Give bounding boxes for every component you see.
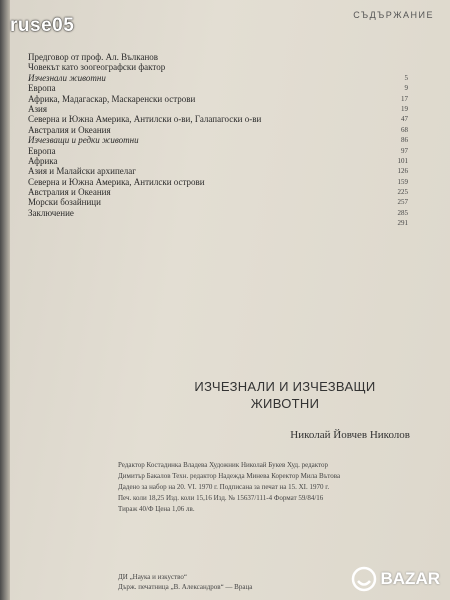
toc-title: Заключение	[28, 207, 74, 218]
toc-title: Морски бозайници	[28, 197, 101, 208]
toc-row	[28, 135, 408, 145]
imprint-line: Димитър Бакалов Техн. редактор Надежда Минева Коректор Мила Вътова	[118, 472, 341, 480]
toc-title: Изчезнали животни	[28, 72, 106, 83]
seller-brand	[10, 12, 74, 40]
brand-label: ruse05	[10, 15, 75, 36]
toc-title: Австралия и Океания	[28, 124, 111, 135]
toc-title: Азия и Малайски архипелаг	[28, 166, 136, 177]
book-title-line2: ЖИВОТНИ	[250, 396, 320, 411]
book-title	[150, 378, 420, 412]
toc-row	[28, 62, 408, 72]
toc-row	[28, 146, 408, 156]
toc-title: Австралия и Океания	[28, 187, 111, 198]
toc-title: Африка	[28, 155, 58, 166]
toc-row	[28, 177, 408, 187]
toc-row	[28, 104, 408, 114]
page-header: СЪДЪРЖАНИЕ	[353, 10, 434, 20]
toc-title: Северна и Южна Америка, Антилски острови	[28, 176, 205, 187]
toc-page-number: 285	[397, 208, 408, 217]
toc-row	[28, 125, 408, 135]
toc-page-number: 126	[397, 167, 408, 176]
toc-title: Предговор от проф. Ал. Вълканов	[28, 52, 159, 62]
toc-title: Северна и Южна Америка, Антилски о-ви, Галапагоски о-ви	[28, 114, 262, 125]
toc-page-number: 5	[404, 73, 408, 82]
toc-title: Европа	[28, 83, 56, 94]
table-of-contents	[28, 52, 408, 229]
toc-page-number: 17	[401, 94, 408, 103]
bazar-logo-icon	[351, 566, 377, 592]
toc-page-number: 68	[401, 125, 408, 134]
toc-row	[28, 166, 408, 176]
toc-page-number: 86	[401, 136, 408, 145]
toc-page-number: 9	[404, 84, 408, 93]
toc-row	[28, 218, 408, 228]
toc-row	[28, 73, 408, 83]
toc-page-number: 291	[397, 219, 408, 228]
toc-row	[28, 114, 408, 124]
toc-row	[28, 94, 408, 104]
toc-page-number: 101	[397, 156, 408, 165]
toc-title: Човекът като зоогеографски фактор	[28, 62, 166, 73]
toc-page-number: 19	[401, 104, 408, 113]
author-name: Николай Йовчев Николов	[290, 429, 410, 441]
toc-page-number: 159	[397, 177, 408, 186]
imprint-line: Дадено за набор на 20. VI. 1970 г. Подписана за печат на 15. XI. 1970 г.	[118, 483, 330, 491]
imprint-block	[118, 460, 428, 515]
page-gutter-shadow	[0, 0, 10, 600]
toc-page-number: 257	[397, 198, 408, 207]
imprint-line: Печ. коли 18,25 Изд. коли 15,16 Изд. № 15637/111-4 Формат 59/84/16	[118, 494, 324, 502]
book-title-line1: ИЗЧЕЗНАЛИ И ИЗЧЕЗВАЩИ	[194, 379, 376, 394]
toc-title: Европа	[28, 145, 56, 156]
toc-title: Изчезващи и редки животни	[28, 135, 139, 146]
imprint-line: Тираж 40/Ф Цена 1,06 лв.	[118, 505, 195, 513]
toc-row	[28, 156, 408, 166]
toc-row	[28, 208, 408, 218]
imprint-line: Редактор Костадинка Владева Художник Николай Букев Худ. редактор	[118, 461, 329, 469]
toc-page-number: 47	[401, 115, 408, 124]
toc-row	[28, 187, 408, 197]
toc-title: Африка, Мадагаскар, Маскаренски острови	[28, 93, 196, 104]
toc-row	[28, 197, 408, 207]
toc-row	[28, 83, 408, 93]
publisher-name: ДИ „Наука и изкуство“	[118, 573, 187, 581]
watermark-label: BAZAR	[380, 569, 440, 588]
toc-page-number: 225	[397, 188, 408, 197]
bazar-watermark	[351, 566, 441, 592]
toc-page-number: 97	[401, 146, 408, 155]
toc-row	[28, 52, 408, 62]
printer-name: Държ. печатница „В. Александров“ — Враца	[118, 583, 253, 591]
toc-title: Азия	[28, 103, 48, 114]
